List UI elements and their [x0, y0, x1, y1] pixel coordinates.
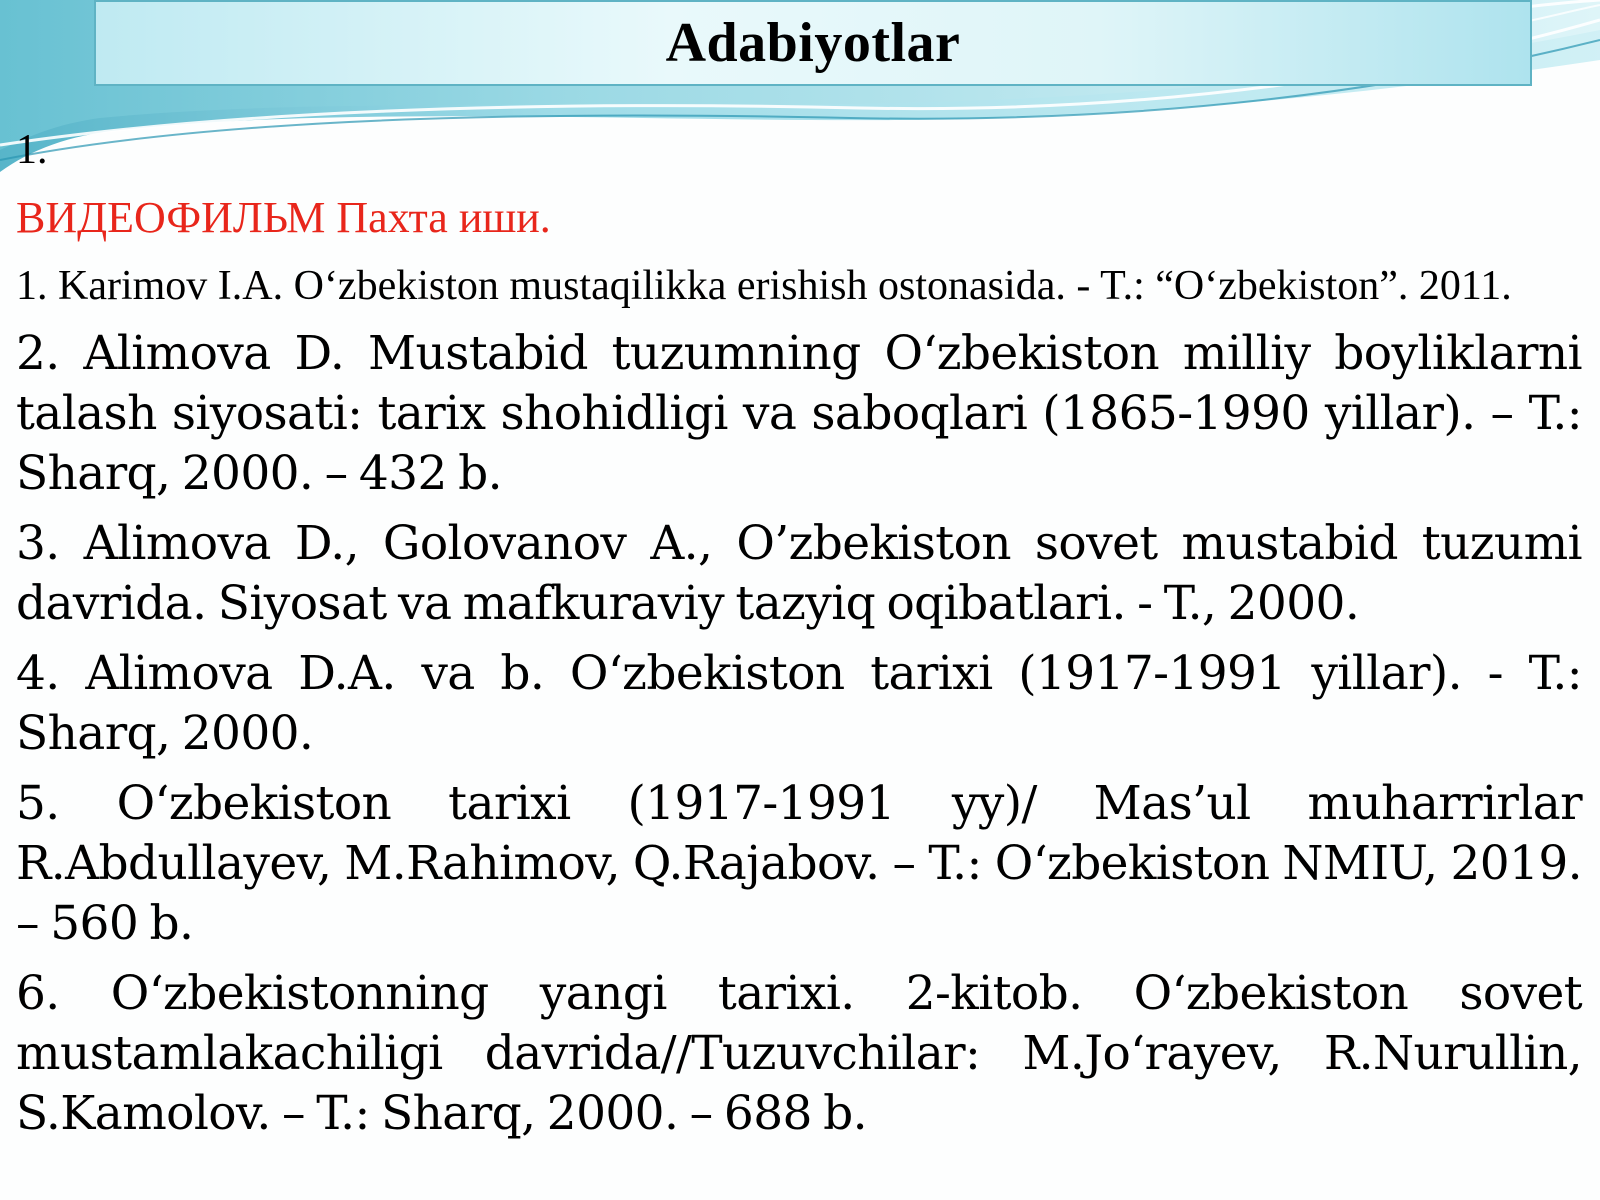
reference-item-6: 6. O‘zbekistonning yangi tarixi. 2-kitob. O‘zbekiston sovet mustamlakachiligi davrida//Tuzuvchilar: M.Jo‘rayev, R.Nurullin, S.Kamolov. – T.: Sharq, 2000. – 688 b. — [16, 966, 1582, 1141]
reference-item-5: 5. O‘zbekiston tarixi (1917-1991 yy)/ Mas’ul muharrirlar R.Abdullayev, M.Rahimov, Q.Rajabov. – T.: O‘zbekiston NMIU, 2019. – 560 b. — [16, 776, 1582, 951]
reference-item-1: 1. Karimov I.A. O‘zbekiston mustaqilikka erishish ostonasida. - T.: “O‘zbekiston”. 2011. — [16, 263, 1512, 309]
reference-item-2: 2. Alimova D. Mustabid tuzumning O‘zbekiston milliy boyliklarni talash siyosati: tarix shohidligi va saboqlari (1865-1990 yillar). – T.: Sharq, 2000. – 432 b. — [16, 326, 1582, 501]
bullet-number: 1. — [16, 127, 48, 173]
reference-item-3: 3. Alimova D., Golovanov A., O’zbekiston sovet mustabid tuzumi davrida. Siyosat va mafkuraviy tazyiq oqibatlari. - T., 2000. — [16, 516, 1582, 631]
content-area — [16, 120, 1582, 1154]
reference-item-4: 4. Alimova D.A. va b. O‘zbekiston tarixi (1917-1991 yillar). - T.: Sharq, 2000. — [16, 646, 1582, 761]
video-film-line: ВИДЕОФИЛЬМ Пахта иши. — [16, 193, 551, 242]
title-box — [94, 0, 1532, 86]
slide-title: Adabiyotlar — [665, 12, 961, 74]
